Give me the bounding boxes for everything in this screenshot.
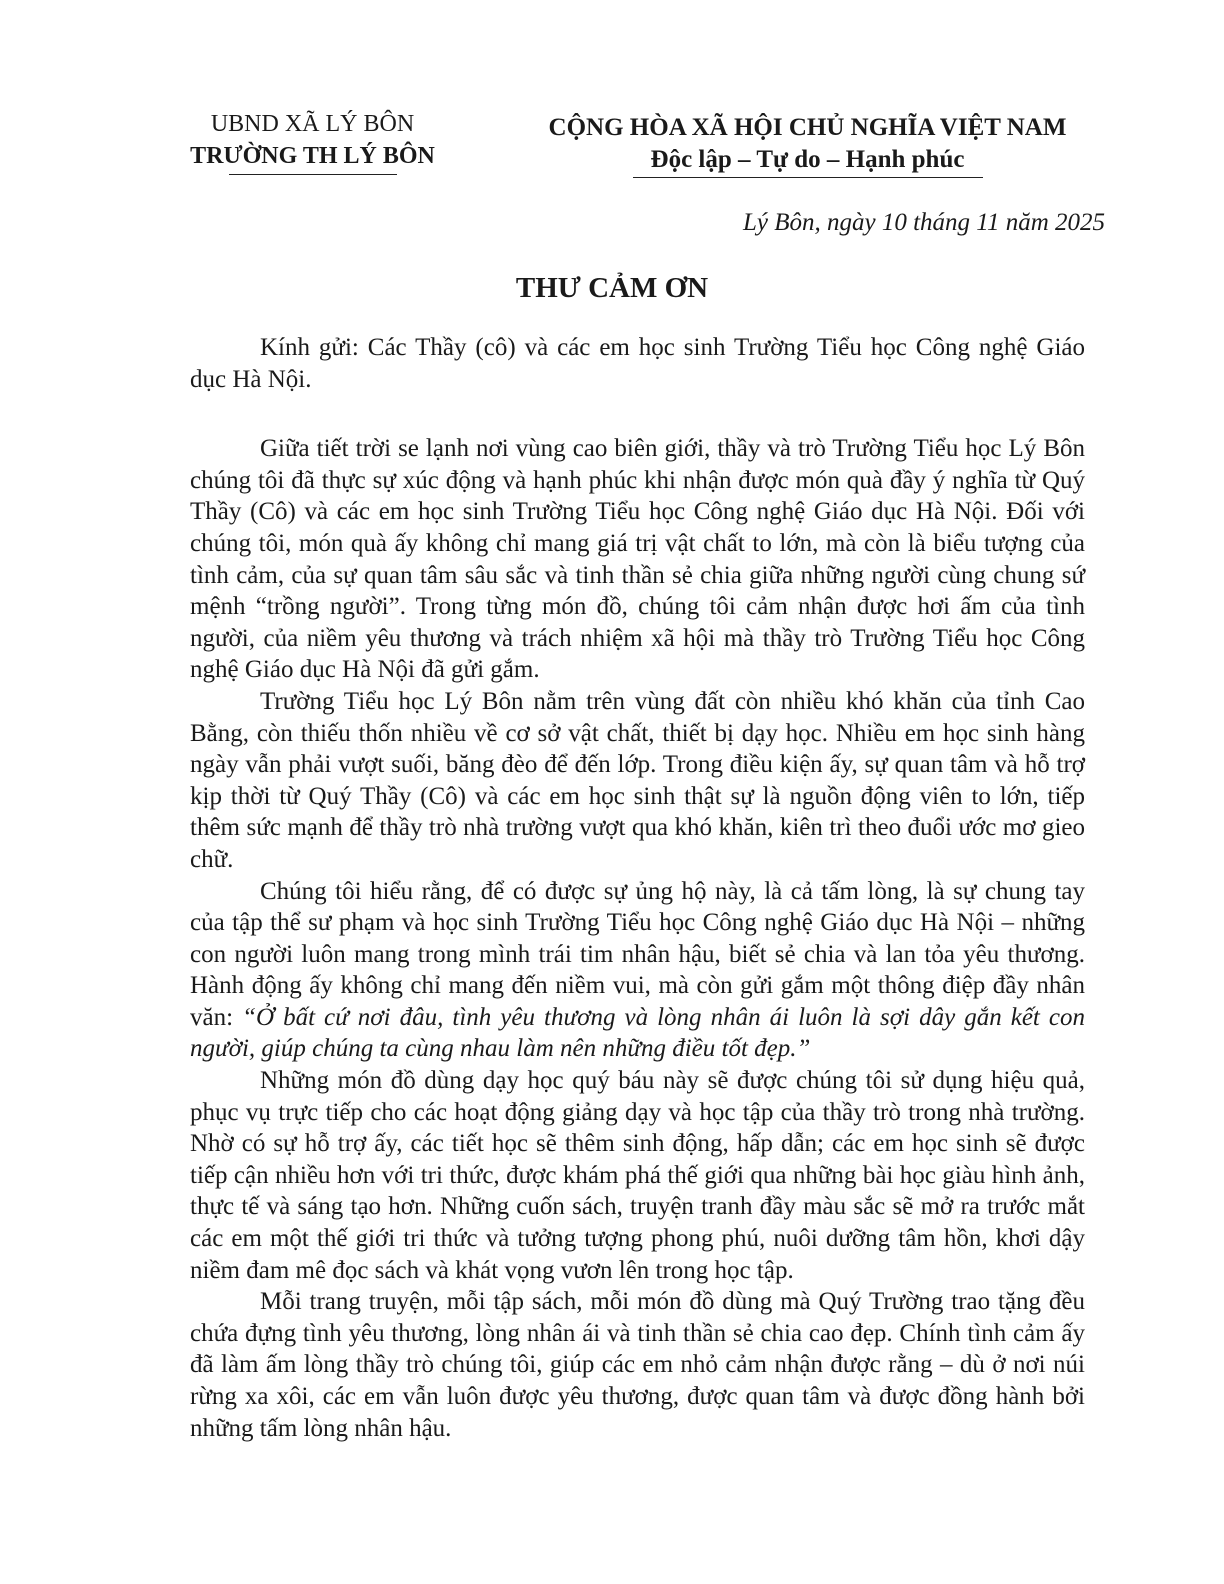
paragraph-2: Trường Tiểu học Lý Bôn nằm trên vùng đất còn nhiều khó khăn của tỉnh Cao Bằng, còn thiếu thốn nhiều về cơ sở vật chất, thiết bị dạy học. Nhiều em học sinh hàng ngày vẫn phải vượt suối, băng đèo để đến lớp. Trong điều kiện ấy, sự quan tâm và hỗ trợ kịp thời từ Quý Thầy (Cô) và các em học sinh thật sự là nguồn động viên to lớn, tiếp thêm sức mạnh để thầy trò nhà trường vượt qua khó khăn, kiên trì theo đuổi ước mơ gieo chữ. bbox=[190, 687, 1085, 873]
motto-underline bbox=[633, 177, 983, 178]
paragraph-3 bbox=[190, 876, 1085, 1066]
issuer-org: UBND XÃ LÝ BÔN bbox=[210, 111, 415, 137]
paragraph-3-quote: “Ở bất cứ nơi đâu, tình yêu thương và lòng nhân ái luôn là sợi dây gắn kết con người, giúp chúng ta cùng nhau làm nên những điều tốt đẹp.” bbox=[190, 1003, 1085, 1063]
letter-title: THƯ CẢM ƠN bbox=[515, 272, 709, 304]
national-header bbox=[520, 112, 1095, 178]
paragraph-1: Giữa tiết trời se lạnh nơi vùng cao biên giới, thầy và trò Trường Tiểu học Lý Bôn chúng tôi đã thực sự xúc động và hạnh phúc khi nhận được món quà đầy ý nghĩa từ Quý Thầy (Cô) và các em học sinh Trường Tiểu học Công nghệ Giáo dục Hà Nội. Đối với chúng tôi, món quà ấy không chỉ mang giá trị vật chất to lớn, mà còn là biểu tượng của tình cảm, của sự quan tâm sâu sắc và tinh thần sẻ chia giữa những người cùng chung sứ mệnh “trồng người”. Trong từng món đồ, chúng tôi cảm nhận được hơi ấm của tình người, của niềm yêu thương và trách nhiệm xã hội mà thầy trò Trường Tiểu học Công nghệ Giáo dục Hà Nội đã gửi gắm. bbox=[190, 435, 1085, 684]
paragraph-5: Mỗi trang truyện, mỗi tập sách, mỗi món đồ dùng mà Quý Trường trao tặng đều chứa đựng tình yêu thương, lòng nhân ái và tinh thần sẻ chia cao đẹp. Chính tình cảm ấy đã làm ấm lòng thầy trò chúng tôi, giúp các em nhỏ cảm nhận được rằng – dù ở nơi núi rừng xa xôi, các em vẫn luôn được yêu thương, được quan tâm và được đồng hành bởi những tấm lòng nhân hậu. bbox=[190, 1288, 1085, 1442]
issuer-school: TRƯỜNG TH LÝ BÔN bbox=[190, 143, 435, 169]
greeting: Kính gửi: Các Thầy (cô) và các em học sinh Trường Tiểu học Công nghệ Giáo dục Hà Nội. bbox=[190, 334, 1085, 393]
paragraph-3-text: Chúng tôi hiểu rằng, để có được sự ủng hộ này, là cả tấm lòng, là sự chung tay của tập thể sư phạm và học sinh Trường Tiểu học Công nghệ Giáo dục Hà Nội – những con người luôn mang trong mình trái tim nhân hậu, biết sẻ chia và lan tỏa yêu thương. Hành động ấy không chỉ mang đến niềm vui, mà còn gửi gắm một thông điệp đầy nhân văn: bbox=[190, 877, 1085, 1031]
issuer-underline bbox=[229, 174, 397, 175]
issuer-block bbox=[180, 108, 445, 175]
letter-body bbox=[190, 332, 1085, 1444]
paragraph-4: Những món đồ dùng dạy học quý báu này sẽ được chúng tôi sử dụng hiệu quả, phục vụ trực tiếp cho các hoạt động giảng dạy và học tập của thầy trò trong nhà trường. Nhờ có sự hỗ trợ ấy, các tiết học sẽ thêm sinh động, hấp dẫn; các em học sinh sẽ được tiếp cận nhiều hơn với tri thức, được khám phá thế giới qua những bài học giàu hình ảnh, thực tế và sáng tạo hơn. Những cuốn sách, truyện tranh đầy màu sắc sẽ mở ra trước mắt các em một thế giới tri thức và tưởng tượng phong phú, nuôi dưỡng tâm hồn, khơi dậy niềm đam mê đọc sách và khát vọng vươn lên trong học tập. bbox=[190, 1067, 1085, 1284]
national-motto: Độc lập – Tự do – Hạnh phúc bbox=[650, 146, 965, 173]
letter-date: Lý Bôn, ngày 10 tháng 11 năm 2025 bbox=[742, 209, 1105, 236]
country-name: CỘNG HÒA XÃ HỘI CHỦ NGHĨA VIỆT NAM bbox=[548, 114, 1067, 141]
